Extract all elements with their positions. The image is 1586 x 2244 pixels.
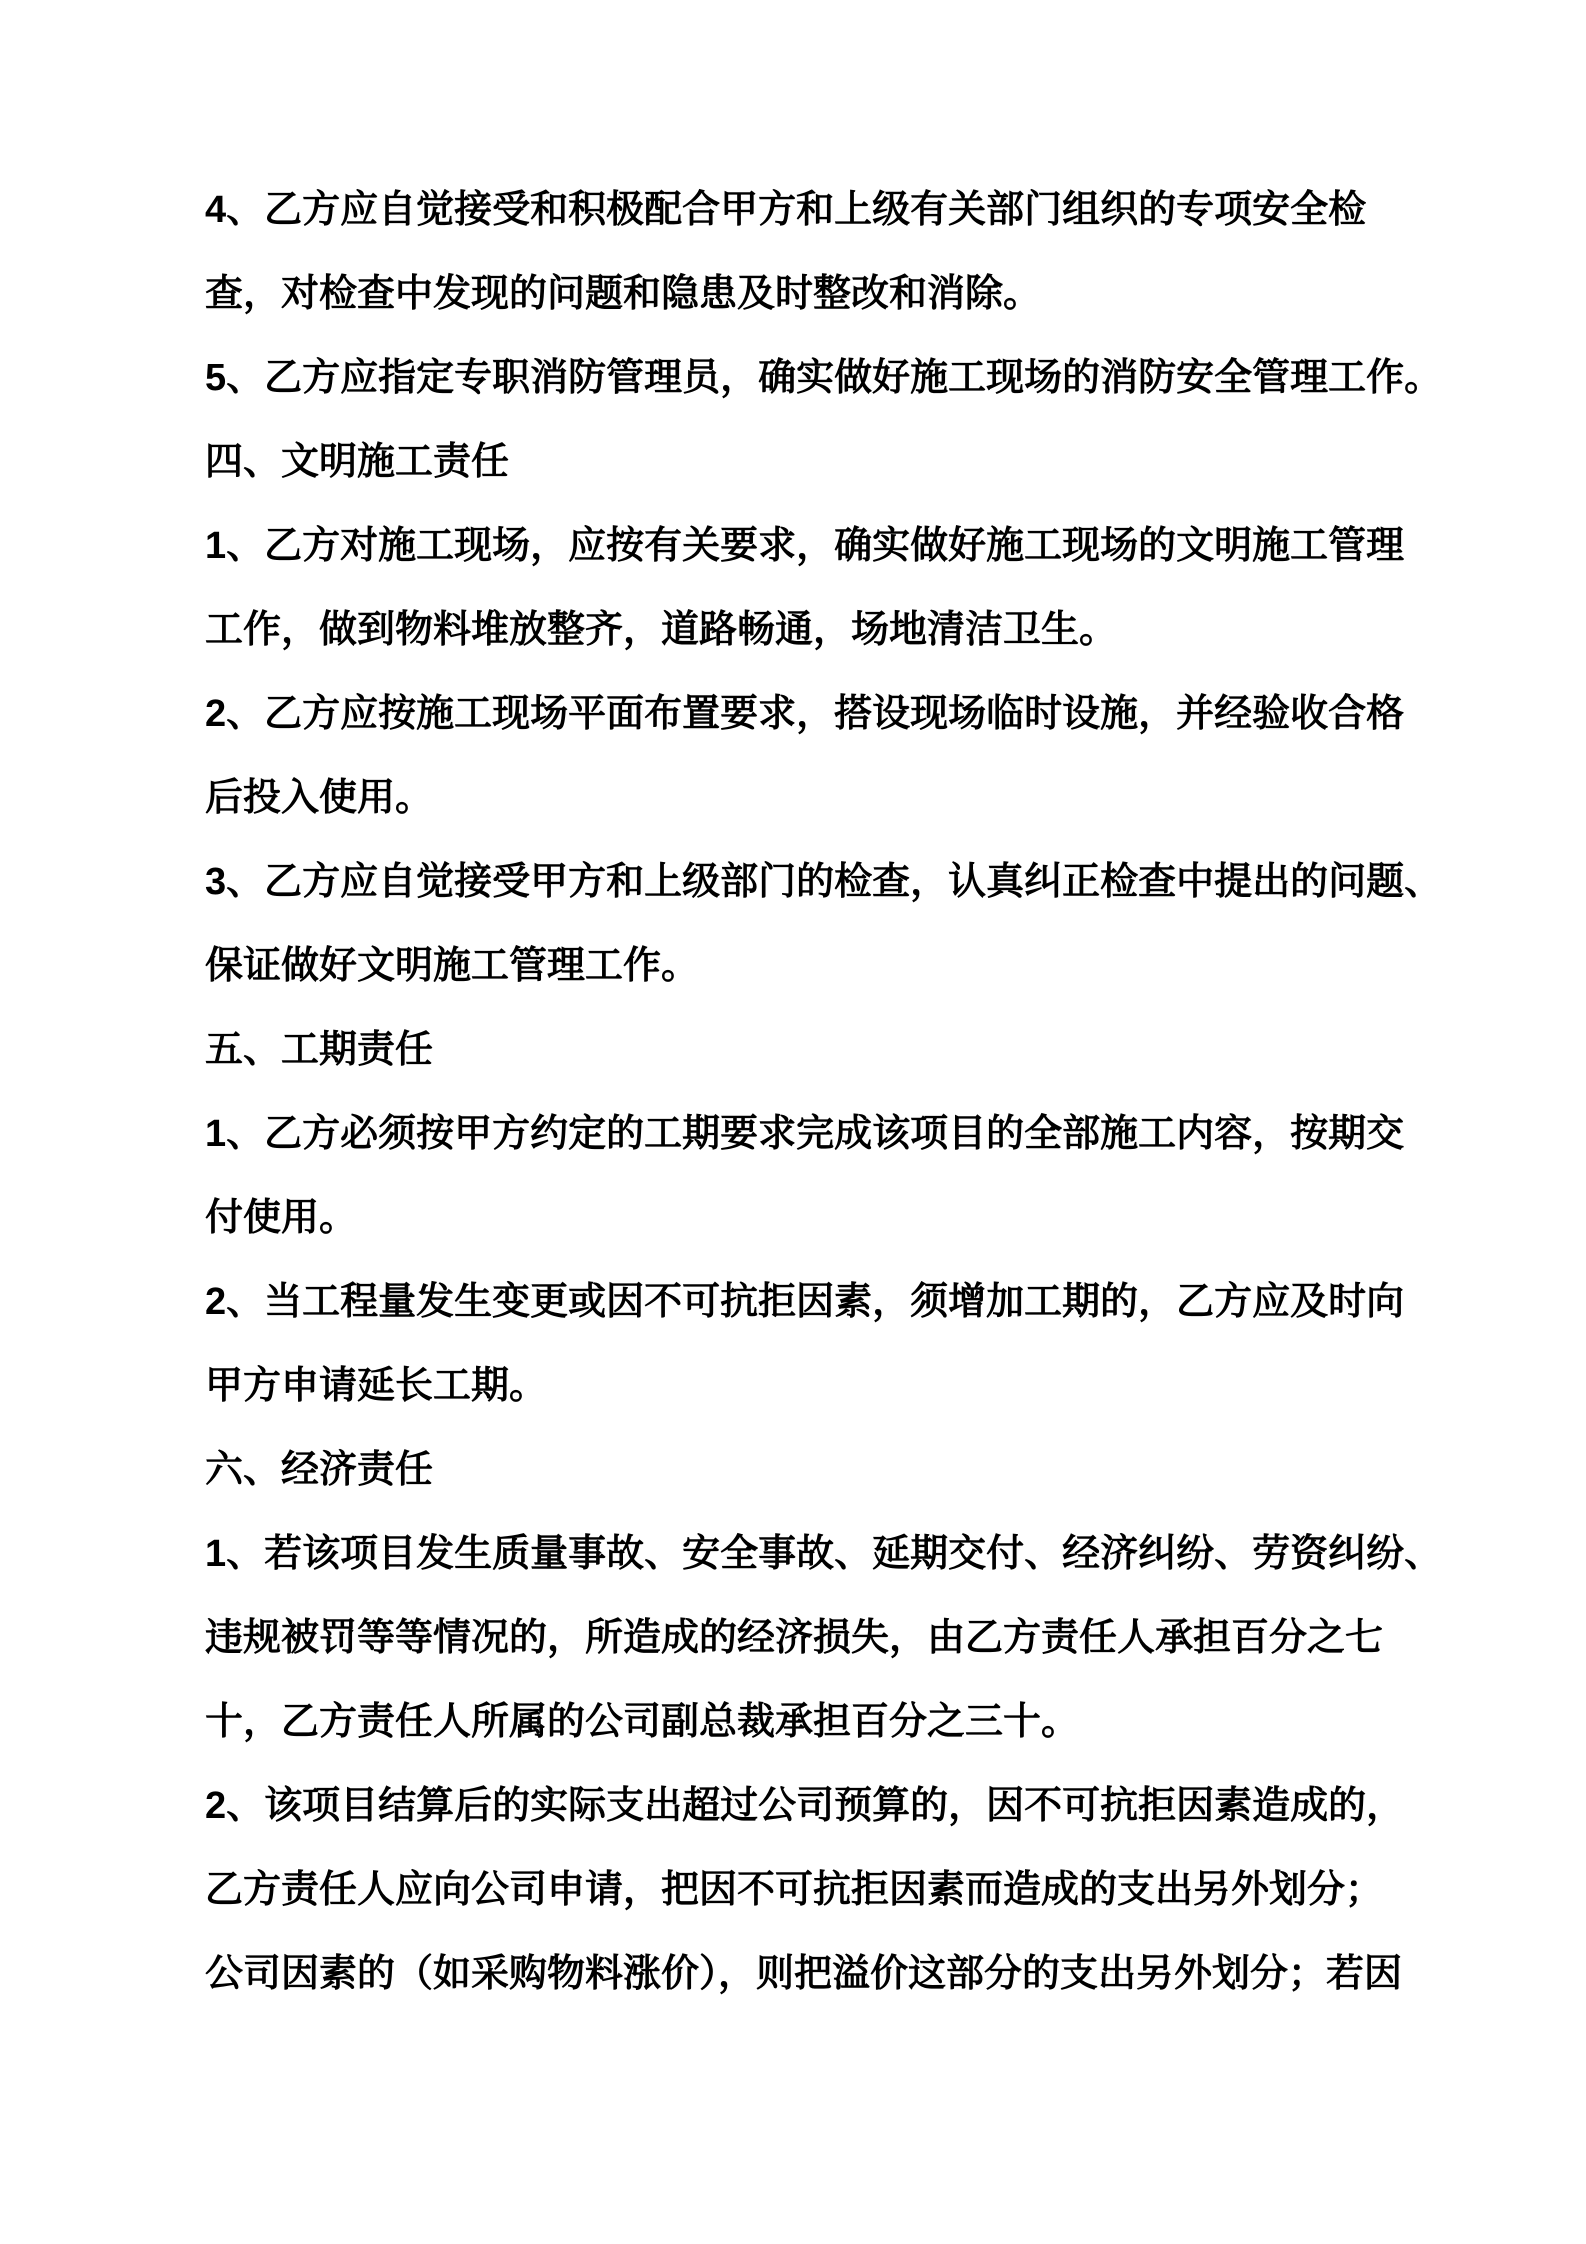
text-line: 付使用。 bbox=[205, 1197, 358, 1239]
text-line: 公司因素的（如采购物料涨价），则把溢价这部分的支出另外划分；若因 bbox=[205, 1953, 1403, 1995]
text-line: 5、乙方应指定专职消防管理员，确实做好施工现场的消防安全管理工作。 bbox=[205, 357, 1443, 399]
text-line: 2、乙方应按施工现场平面布置要求，搭设现场临时设施，并经验收合格 bbox=[205, 693, 1405, 735]
text-line: 六、经济责任 bbox=[205, 1449, 434, 1491]
text-line: 3、乙方应自觉接受甲方和上级部门的检查，认真纠正检查中提出的问题、 bbox=[205, 861, 1443, 903]
text-line: 四、文明施工责任 bbox=[205, 441, 510, 483]
text-line: 十，乙方责任人所属的公司副总裁承担百分之三十。 bbox=[205, 1701, 1080, 1743]
text-line: 查，对检查中发现的问题和隐患及时整改和消除。 bbox=[205, 273, 1042, 315]
document-content bbox=[205, 168, 1443, 2016]
text-line: 工作，做到物料堆放整齐，道路畅通，场地清洁卫生。 bbox=[205, 609, 1118, 651]
text-line: 1、乙方对施工现场，应按有关要求，确实做好施工现场的文明施工管理 bbox=[205, 525, 1405, 567]
text-line: 保证做好文明施工管理工作。 bbox=[205, 945, 700, 987]
text-line: 1、乙方必须按甲方约定的工期要求完成该项目的全部施工内容，按期交 bbox=[205, 1113, 1405, 1155]
text-line: 1、若该项目发生质量事故、安全事故、延期交付、经济纠纷、劳资纠纷、 bbox=[205, 1533, 1443, 1575]
text-line: 2、当工程量发生变更或因不可抗拒因素，须增加工期的，乙方应及时向 bbox=[205, 1281, 1405, 1323]
text-line: 违规被罚等等情况的，所造成的经济损失，由乙方责任人承担百分之七 bbox=[205, 1617, 1384, 1659]
text-line: 4、乙方应自觉接受和积极配合甲方和上级有关部门组织的专项安全检 bbox=[205, 189, 1367, 231]
text-line: 乙方责任人应向公司申请，把因不可抗拒因素而造成的支出另外划分； bbox=[205, 1869, 1384, 1911]
text-line: 2、该项目结算后的实际支出超过公司预算的，因不可抗拒因素造成的， bbox=[205, 1785, 1405, 1827]
text-line: 五、工期责任 bbox=[205, 1029, 434, 1071]
text-line: 后投入使用。 bbox=[205, 777, 434, 819]
text-line: 甲方申请延长工期。 bbox=[205, 1365, 548, 1407]
